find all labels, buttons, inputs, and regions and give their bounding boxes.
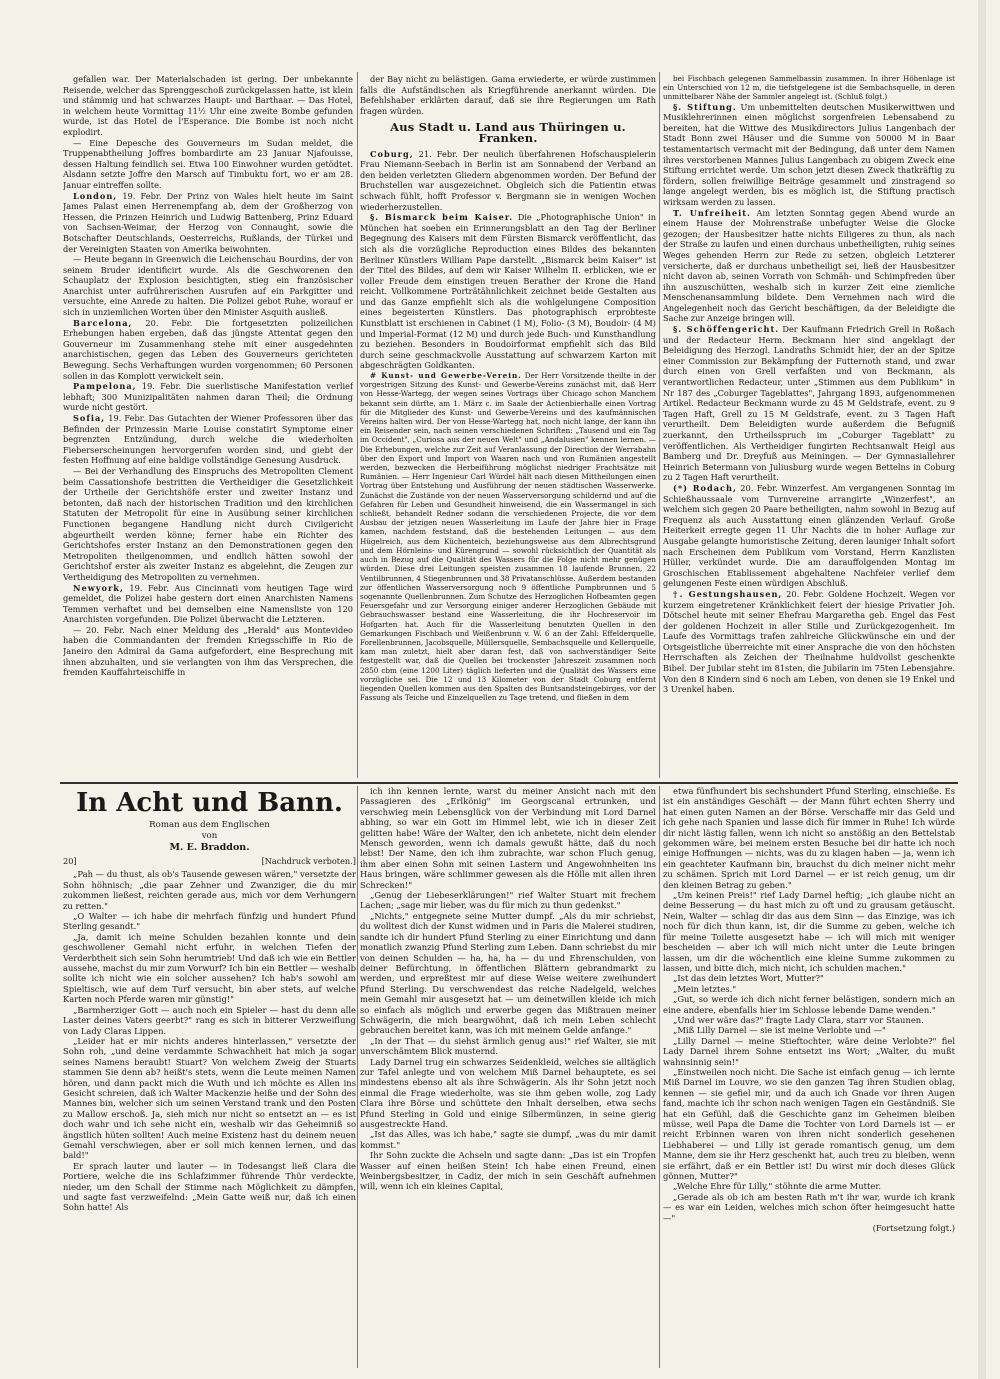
article-sofia	[63, 413, 353, 466]
serial-paragraph: Er sprach lauter und lauter — in Todesangst ließ Clara die Portiere, welche die ins Schlafzimmer führende Thür verdeckte, nieder, um den Schall der Stimme nach Möglichkeit zu dämpfen, und sagte fast verzweifelnd: „Mein Gatte weiß nur, daß ich einen Sohn hatte! Als	[63, 1160, 356, 1213]
serial-subtitle: Roman aus dem Englischen	[149, 820, 270, 830]
article-text: 19. Febr. Die suerlistische Manifestation verlief lebhaft; 300 Munizipalitäten nahmen daran Theil; die Ordnung wurde nicht gestört.	[63, 381, 353, 413]
article-text: 20. Febr. Goldene Hochzeit. Wegen vor kurzem eingetretener Kränklichkeit feiert der hiesige Privatier Joh. Dötschel heute mit seiner Ehefrau Margaretha geb. Engel das Fest der goldenen Hochzeit in aller Stille und Zurückgezogenheit. Im Laufe des Vormittags trafen zahlreiche Glückwünsche ein und der Ortsgeistliche überreichte mit einer Ansprache die von den höchsten Herrschaften als Zeichen der Theilnahme huldvollst geschenkte Bibel. Der Jubilar steht im 81sten, die Jubilarin im 75ten Lebensjahre. Von den 8 Kindern sind 6 noch am Leben, von denen sie 19 Enkel und 3 Urenkel haben.	[663, 588, 955, 695]
serial-by: von	[201, 831, 218, 841]
serial-column-1	[63, 788, 356, 1368]
dateline: (*) Rodach,	[673, 482, 737, 493]
dateline: Barcelona,	[73, 317, 133, 328]
serial-paragraph: „Und wer wäre das?" fragte Lady Clara, starr vor Staunen.	[673, 1014, 924, 1025]
article-text: 21. Febr. Der neulich überfahrenen Hofschauspielerin Frau Niemann-Seebach in Berlin ist am Sonnabend der Verband an den beiden verletzten Gliedern abgenommen worden. Der Befund der Bruchstellen war ausgezeichnet. Obgleich sich die Patientin etwas schwach fühlt, hofft Professor v. Bergmann sie in wenigen Wochen wiederherzustellen.	[360, 148, 656, 212]
serial-paragraph: „Leider hat er mir nichts anderes hinterlassen," versetzte der Sohn roh, „und deine verdammte Schwachheit hat mich ja sogar seines Namens beraubt! Stuart? Von welchem Zweig der Stuarts stammen Sie denn ab? heißt's stets, wenn die Leute meinen Namen hören, und dann packt mich die Wuth und ich möchte es Allen ins Gesicht schreien, daß ich Walter Mackenzie heiße und der Sohn des Mannes bin, welcher sich um seinen Verstand trank und den Posten zu Mallow erschoß. Ja, sieh mich nur nicht so entsetzt an — es ist doch wahr und ich sehe nicht ein, weshalb wir das Geheimniß so ängstlich hüten sollten! Auch meine Existenz hast du deinem neuen Gemahl verschwiegen, aber er soll mich kennen lernen, und das bald!"	[63, 1035, 356, 1161]
article-gestungshausen	[663, 589, 955, 695]
news-column-1	[63, 74, 353, 774]
serial-author: M. E. Braddon.	[169, 842, 250, 853]
article-text: Der Herr Vorsitzende theilte in der vorgestrigen Sitzung des Kunst- und Gewerbe-Vereins zunächst mit, daß Herr von Hesse-Wartegg, der wegen seines Vortrags über Chicago schon Manchem bekannt sein dürfte, am 1. März c. im Saale der Actienbierhalle einen Vortrag für die Mitglieder des Kunst- und Gewerbe-Vereins und des kaufmännischen Vereins halten wird. Der von Hesse-Wartegg hat, noch nicht lange, der kann ihn ein Reisender sein, nach seinen verschiedenen Schriften: „Tausend und ein Tag im Occident", „Curiosa aus der neuen Welt" und „Andalusien" kennen lernen. — Die Erhebungen, welche zur Zeit auf Veranlassung der Direction der Werrabahn über den Export und Import von Waaren nach und von Rumänien angestellt werden, bezwecken die Herbeiführung möglichst niedriger Frachtsätze mit Rumänien. — Herr Ingenieur Carl Würdel hält nach diesen Mittheilungen einen Vortrag über Entstehung und Ausführung der neuen städtischen Wasserwerke. Zunächst die Zustände von der neuen Wasserversorgung schildernd und auf die Gefahren für Leben und Gesundheit hinweisend, die ein Wassermangel in sich schließt, behandelt Redner sodann die verschiedenen Projecte, die vor dem Ausbau der jetzigen neuen Wasserleitung im Laufe der Jahre hier in Frage kamen, nachdem feststand, daß die bestehenden Leitungen — aus dem Hügelreich, aus dem Küchenteich, beziehungsweise aus dem Albrechtsgrund und dem Hörnleins- und Kürengrund — sowohl rücksichtlich der Quantität als auch in Bezug auf die Qualität des Wassers für die Folge nicht mehr genügen würden. Diese drei Leitungen speisten zusammen 18 laufende Brunnen, 22 Ventilbrunnen, 4 Stiegenbrunnen und 38 Privatanschlüsse. Außerdem bestanden zur öffentlichen Wasserversorgung noch 9 öffentliche Pumpbrunnen und 5 sogenannte Quellenbrunnen. Zum Schutze des Herzoglichen Hofbeamten gegen Feuersgefahr und zur Versorgung einiger anderer Herzoglichen Gebäude mit Gebrauchswasser bestand eine Wasserleitung, die ihr Hochreservoir im Hofgarten hat. Auch für die Wasserleitung benutzten Quellen in den Gemarkungen Fischbach und Weißenbrunn v. W. 6 an der Zahl: Effelderquelle, Forellenbrunnen, Jacobsquelle, Müllersquelle, Sembachsquelle und Kellerquelle, kam man zuletzt, hielt aber daran fest, daß von sachverständiger Seite festgestellt war, daß die Quellen bei trockenster Jahreszeit zusammen noch 2850 cbm (eine 1200 Liter) täglich lieferten und die Qualität des Wassers eine vorzügliche sei. Die 12 und 13 Kilometer von der Stadt Coburg entfernt liegenden Quellen kommen aus den Spalten des Buntsandsteingebirges, vor der Fassung als Teiche und Einzelquellen zu Tage tretend, und fließen in dem	[360, 371, 656, 703]
serial-paragraph: ich ihn kennen lernte, warst du meiner Ansicht nach mit den Passagieren des „Erlkönig" im Georgscanal ertrunken, und verschwieg mein Lebensglück von der Verbindung mit Lord Darnel abhing, so war ein Gott im Himmel lebt, wie ich in dieser Zeit gelitten habe! Wäre der Walter, den ich anbetete, nicht dein elender Mensch geworden, wenn ich damals gewußt hätte, daß du noch lebst! Der Name, den ich ihm zubrachte, war schon Fluch genug, ihm aber einen Sohn mit seinen Lastern und Angewohnheiten ins Haus bringen, wäre schlimmer gewesen als die Hölle mit allen ihren Schrecken!"	[360, 786, 656, 890]
article-barcelona	[63, 318, 353, 382]
serial-paragraph: „Lilly Darnel — meine Stieftochter, wäre deine Verlobte?" fiel Lady Darnel ihrem Sohne entsetzt ins Wort; „Walter, du mußt wahnsinnig sein!"	[663, 1035, 955, 1067]
article-kunst	[360, 371, 656, 702]
article-paragraph: — Bei der Verhandlung des Einspruchs des Metropoliten Clement beim Cassationshofe bestritten die Vertheidiger die Gesetzlichkeit der Urtheile der Gerichtshöfe erster und zweiter Instanz und betonten, daß nach der historischen Tradition und den kirchlichen Statuten der Metropolit für eine in Ausübung seiner kirchlichen Functionen begangene Handlung nicht durch Civilgericht abgeurtheilt werden könne; ferner habe ein Richter des Gerichtshofes erster Instanz an den Demonstrationen gegen den Metropoliten theilgenommen, und endlich hätten sowohl der Gerichtshof erster als zweiter Instanz es abgelehnt, die Zeugen zur Vertheidigung des Metropoliten zu vernehmen.	[63, 465, 353, 582]
serial-paragraph: „Welche Ehre für Lilly," stöhnte die arme Mutter.	[673, 1181, 882, 1192]
article-unfall	[663, 208, 955, 325]
serial-paragraph: „Ist das Alles, was ich habe," sagte sie dumpf, „was du mir damit kommst."	[360, 1129, 656, 1150]
section-heading: Aus Stadt u. Land aus Thüringen u. Franken.	[390, 120, 626, 145]
article-stiftung	[663, 102, 955, 208]
dateline: Sofia,	[73, 413, 106, 423]
continuation-note: (Fortsetzung folgt.)	[872, 1223, 955, 1234]
serial-paragraph: „Mein letztes."	[673, 983, 737, 994]
article-london	[63, 191, 353, 255]
serial-column-3	[663, 786, 955, 1368]
column-divider	[357, 72, 358, 778]
article-title: T. Unfreiheit.	[673, 207, 751, 218]
article-coburg	[360, 149, 656, 213]
article-text: 20. Febr. Winzerfest. Am vergangenen Sonntag im Schießhaussaale vom Turnvereine arrangirte „Winzerfest", an welchem sich gegen 20 Paare betheiligten, nahm sowohl in Bezug auf Frequenz als auch Ausstattung einen glänzenden Verlauf. Große Heiterkeit erregte gegen 11 Uhr Nachts die in hoher Auflage zur Ausgabe gelangte humoristische Zeitung, deren launiger Inhalt sofort nach Erscheinen dem Publikum vom Vorstand, Herrn Kanzlisten Hüller, verkündet wurde. Die am darauffolgenden Montag im Groschischen Etablissement abgehaltene Nachfeier verlief dem gelungenen Feste einen würdigen Abschluß.	[663, 482, 955, 589]
article-text: 19. Febr. Aus Cincinnati vom heutigen Tage wird gemeldet, die Polizei habe gestern dort einen Anarchisten Namens Temmen verhaftet und bei demselben eine Namensliste von 120 Anarchisten vorgefunden. Die Polizei überwacht die Letzteren.	[63, 582, 353, 625]
dateline: London,	[73, 190, 118, 201]
serial-paragraph: „O Walter — ich habe dir mehrfach fünfzig und hundert Pfund Sterling gesandt."	[63, 911, 356, 932]
serial-paragraph: Lady Darnel trug ein schwarzes Seidenkleid, welches sie alltäglich zur Tafel anlegte und von welchem Miß Darnel behauptete, es sei mindestens ebenso alt als ihre Schwägerin. Als ihr Sohn jetzt noch einmal die Frage wiederholte, was sie ihm geben wolle, zog Lady Clara ihre Börse und schüttete den Inhalt derselben, etwa sechs Pfund Sterling in Gold und einige Silbermünzen, in seine gierig ausgestreckte Hand.	[360, 1056, 656, 1129]
article-bismarck	[360, 212, 656, 371]
feuilleton-divider	[60, 782, 958, 784]
article-paragraph: bei Fischbach gelegenen Sammelbassin zusammen. In ihrer Höhenlage ist ein Unterschied von 12 m, die tiefstgelegene ist die Sembachsquelle, in deren unmittelbarer Nähe der Sammler angelegt ist. (Schluß folgt.)	[663, 74, 955, 102]
article-text: Am letzten Sonntag gegen Abend wurde an einem Hause der Mohrenstraße unbefugter Weise die Glocke gezogen; der Hausbesitzer hatte nichts Eiligeres zu thun, als nach der Straße zu laufen und einen durchaus unbetheiligten, ruhig seines Weges gehenden Herrn zur Rede zu setzen, obgleich Letzterer versicherte, daß er durchaus unbetheiligt sei, ließ der Hausbesitzer nicht davon ab, seinen Vorrath von Schmäh- und Schimpfreden über ihn auszuschütten, weshalb sich in kurzer Zeit eine ziemliche Menschenansammlung bildete. Dem Vernehmen nach wird die Angelegenheit noch das Gericht beschäftigen, da der Beleidigte die Sache zur Anzeige bringen will.	[663, 207, 955, 324]
serial-paragraph: „In der That — du siehst ärmlich genug aus!" rief Walter, sie mit unverschämtem Blick musternd.	[360, 1035, 656, 1057]
serial-paragraph: „Einstweilen noch nicht. Die Sache ist einfach genug — ich lernte Miß Darnel im Louvre, wo sie den ganzen Tag ihren Studien oblag, kennen — sie gefiel mir, und da auch ich Gnade vor ihren Augen fand, machte ich ihr schon nach wenigen Tagen ein Geständniß. Sie hat ein Gefühl, daß die Geschichte ganz im Geheimen bleiben müsse, weil Papa die Dame die Tochter von Lord Darnels ist — er reicht Erbinnen waren von ihren nicht sonderlich gesehenen Liebhaberei — und Lilly ist gerade romantisch genug, um dem Manne, dem sie ihr Herz geschenkt hat, auch treu zu bleiben, wenn sie erfährt, daß er ein Bettler ist! Du wirst mir doch dieses Glück gönnen, Mutter?"	[663, 1066, 955, 1182]
dateline: Newyork,	[73, 582, 124, 593]
news-column-2	[360, 74, 656, 774]
column-divider	[357, 786, 358, 1368]
dateline: †. Gestungshausen,	[673, 588, 783, 599]
serial-column-2	[360, 786, 656, 1368]
serial-paragraph: „Gerade als ob ich am besten Rath m't ihr war, wurde ich krank — es war ein Leiden, welches mich schon öfter heimgesucht hatte —"	[663, 1191, 955, 1223]
article-title: §. Schöffengericht.	[673, 324, 780, 335]
serial-paragraph: „Um keinen Preis!" rief Lady Darnel heftig; „ich glaube nicht an deine Besserung — du hast mich zu oft und zu grausam getäuscht. Nein, Walter — schlag dir das aus dem Sinn — das Einzige, was ich noch für dich thun kann, ist, dir die Summe zu geben, welche ich für meine Toilette ausgesetzt habe — ich will mich mit weniger bescheiden — aber ich will mich nicht unter die Leute bringen lassen, um dir die wöchentlich eine kleine Summe zukommen zu lassen, und bitte dich, mich nicht, ich schulden machen."	[663, 890, 955, 973]
article-text: 19. Febr. Das Gutachten der Wiener Professoren über das Befinden der Prinzessin Marie Louise constatirt Symptome einer begrenzten Entzündung, durch welche die wiederholten Fieberserscheinungen hervorgerufen worden sind, und giebt der festen Hoffnung auf eine baldige vollständige Genesung Ausdruck.	[63, 413, 353, 466]
news-column-3	[663, 74, 955, 779]
serial-number: 20]	[63, 856, 77, 866]
article-text: Die „Photographische Union" in München hat soeben ein Erinnerungsblatt an den Tag der Berliner Begegnung des Kaisers mit dem Fürsten Bismarck veröffentlicht, das sich als die vorzügliche Reproduction eines Bildes des bekannten Berliner Künstlers William Pape darstellt. „Bismarck beim Kaiser" ist der Titel des Bildes, auf dem wir Kaiser Wilhelm II. erblicken, wie er voller Freude dem einstigen treuen Berather der Krone die Hand reicht. Vollkommene Porträtähnlichkeit zeichnet beide Gestalten aus und das Ganze empfiehlt sich als die wohlgelungene Composition eines begeisterten Künstlers. Das photographisch erprobteste Kunstblatt ist erschienen in Cabinet (1 M), Folio- (3 M), Boudoir- (4 M) und Imperial-Format (12 M) und durch jede Buch- und Kunsthandlung zu beziehen. Besonders in Boudoirformat empfiehlt sich das Bild durch seine geschmackvolle Ausstattung auf schwarzem Karton mit abgeschrägten Goldkanten.	[360, 212, 656, 371]
article-rodach	[663, 483, 955, 589]
article-text: 19. Febr. Der Prinz von Wales hielt heute im Saint James Palast einen Herrenempfang ab, dem der Großherzog von Hessen, die Prinzen Heinrich und Ludwig Battenberg, Prinz Eduard von Sachsen-Weimar, der Herzog von Connaught, sowie die Botschafter Deutschlands, Oesterreichs, Rußlands, der Türkei und der Vereinigten Staaten von Amerika beiwohnten.	[63, 190, 353, 254]
article-paragraph: gefallen war. Der Materialschaden ist gering. Der unbekannte Reisende, welcher das Sprenggeschoß zurückgelassen hatte, ist klein und stämmig und hat schwarzes Haupt- und Barthaar. — Das Hotel, in welchem heute Vormittag 11½ Uhr eine zweite Bombe gefunden wurde, ist das Hotel de l'Esperance. Die Bombe ist noch nicht explodirt.	[63, 74, 353, 137]
article-title: §. Bismarck beim Kaiser.	[370, 212, 514, 223]
serial-paragraph: Ihr Sohn zuckte die Achseln und sagte dann: „Das ist ein Tropfen Wasser auf einen heißen Stein! Ich habe einen Freund, einen Weinbergsbesitzer, in Cadiz, der mich in sein Geschäft aufnehmen will, wenn ich ein kleines Capital,	[360, 1150, 656, 1192]
dateline: Pampelona,	[73, 381, 137, 392]
article-title: # Kunst- und Gewerbe-Verein.	[370, 371, 522, 381]
article-text: 20. Febr. Die fortgesetzten polizeilichen Erhebungen haben ergeben, daß das jüngste Attentat gegen den Gouverneur im Zusammenhang stehe mit einer ausgedehnten anarchistischen, gegen das Leben des Gouverneurs gerichteten Bewegung. Sechs Verhaftungen wurden vorgenommen; 60 Personen sollen in das Komplott verwickelt sein.	[63, 317, 353, 381]
dateline: Coburg,	[370, 148, 414, 159]
serial-title: In Acht und Bann.	[76, 788, 343, 818]
serial-meta	[63, 856, 356, 866]
serial-paragraph: „Nichts," entgegnete seine Mutter dumpf. „Als du mir schriebst, du wolltest dich der Kunst widmen und in Paris die Malerei studiren, sandte ich dir hundert Pfund Sterling zu einer Einrichtung und dann monatlich zwanzig Pfund Sterling zum Leben. Dann schriebst du mir von deinen Schulden — ha, ha, ha — du und Ehrenschulden, von deiner Befürchtung, in öffentlichen Blättern gebrandmarkt zu werden, und erpreßtest mir auf diese Weise weitere zweihundert Pfund Sterling. Du verschwendest das reiche Nadelgeld, welches mein Gemahl mir ausgesetzt hat — um deinetwillen kleide ich mich so einfach als möglich und erwerbe gegen das Mißtrauen meiner Schwägerin, die mich beargwöhnt, daß ich mein Leben schlecht gebrauchen bereitet kann, was ich mit meinem Gelde anfange."	[360, 910, 656, 1036]
article-paragraph: — 20. Febr. Nach einer Meldung des „Herald" aus Montevideo haben die Commandanten der fremden Kriegsschiffe in Rio de Janeiro den Admiral da Gama aufgefordert, eine Besprechung mit ihnen abzuhalten, und sie verlangten von ihm das Versprechen, die fremden Kauffahrteischiffe in	[63, 624, 353, 678]
serial-paragraph: „Gut, so werde ich dich nicht ferner belästigen, sondern mich an eine andere, ebenfalls hier im Schlosse lebende Dame wenden."	[663, 994, 955, 1015]
article-title: §. Stiftung.	[673, 101, 737, 112]
serial-paragraph: „Barmherziger Gott — auch noch ein Spieler — hast du denn alle Laster deines Vaters geerbt?" rang es sich in bitterer Verzweiflung von Lady Claras Lippen.	[63, 1004, 356, 1036]
article-pamplona	[63, 381, 353, 413]
article-paragraph: — Heute begann in Greenwich die Leichenschau Bourdins, der von seinem Bruder identificirt wurde. Als die Geschworenen den Schauplatz der Explosion besichtigten, stieg ein französischer Anarchist unter aufrührerischen Ausrufen auf ein Parkgitter und versuchte, eine Anrede zu halten. Die Polizei gebot Ruhe, worauf er sich in unziemlichen Worten über den Minister Asquith ausließ.	[63, 254, 353, 318]
column-divider	[659, 72, 660, 778]
serial-paragraph: „Ja, damit ich meine Schulden bezahlen konnte und dein geschwollener Gemahl nicht erfuhr, in welchen Tiefen der Verderbtheit sich sein Sohn herumtrieb! Und daß ich wie ein Bettler aussehe, machst du mir zum Vorwurf? Ich bin ein Bettler — weshalb sollte ich nicht wie ein solcher aussehen? Ich hab's sowohl am Spieltisch, wie auf dem Turf versucht, bin aber stets, auf welche Karten noch Pferde waren mir günstig!"	[63, 931, 356, 1005]
column-divider	[659, 786, 660, 1368]
serial-paragraph: „Ist das dein letztes Wort, Mutter?"	[673, 973, 824, 984]
article-newyork	[63, 583, 353, 625]
article-text: Um unbemittelten deutschen Musikerwittwen und Musiklehrerinnen einen möglichst sorgenfreien Lebensabend zu bereiten, hat die Wittwe des Musikdirectors Julius Langenbach der Stadt Bonn zwei Häuser und die Summe von 50000 M in Baar testamentarisch vermacht mit der Bedingung, daß unter dem Namen ihres verstorbenen Mannes Julius Langenbach zu obigem Zweck eine Stiftung errichtet werde. Um schon jetzt diesen Zweck thatkräftig zu fördern, sollen freiwillige Beiträge gesammelt und zinstragend so lange angelegt werden, bis es möglich ist, die Stiftung practisch wirksam werden zu lassen.	[663, 101, 955, 207]
article-paragraph: der Bay nicht zu belästigen. Gama erwiederte, er würde zustimmen falls die Aufständischen als Kriegführende anerkannt würden. Die Befehlshaber erklärten darauf, daß sie ihre Regierungen um Rath fragen würden.	[360, 74, 656, 116]
serial-paragraph: „Pah — du thust, als ob's Tausende gewesen wären," versetzte der Sohn höhnisch; „die paar Zehner und Zwanziger, die du mir zukommen ließest, reichten gerade aus, mich vor dem Verhungern zu retten."	[63, 869, 356, 911]
page-edge	[978, 0, 986, 1379]
serial-paragraph: „Miß Lilly Darnel — sie ist meine Verlobte und —"	[673, 1025, 886, 1036]
serial-paragraph: etwa fünfhundert bis sechshundert Pfund Sterling, einschieße. Es ist ein anständiges Geschäft — der Mann führt echten Sherry und hat einen guten Namen an der Börse. Verschaffe mir das Geld und ich gehe nach Spanien und lasse dich für immer in Ruhe! Ich würde dir nicht lästig fallen, wenn ich nicht so anstößig an den Bettelstab gekommen wäre, bei meinem ersten Besuche bei dir hatte ich noch einige Hoffnungen — nichts, was du zu klagen haben — ja, wenn ich ein geachteter Kaufmann bin, brauchst du dich meiner nicht mehr zu schämen. Sprich mit Lord Darnel — er ist reich genug, um dir den kleinen Betrag zu geben."	[663, 786, 955, 890]
article-schoeffengericht	[663, 324, 955, 483]
reprint-notice: [Nachdruck verboten.]	[261, 856, 356, 866]
article-paragraph: — Eine Depesche des Gouverneurs im Sudan meldet, die Truppenabtheilung Joffres bombardirte am 23 Januar Njafouisse, dessen Haltung feindlich sei. Etwa 100 Einwohner wurden getödtet. Alsdann setzte Joffre den Marsch auf Timbuktu fort, wo er am 28. Januar eintreffen sollte.	[63, 137, 353, 190]
serial-paragraph: „Genug der Liebeserklärungen!" rief Walter Stuart mit frechem Lachen; „sage mir lieber, was du für mich zu thun gedenkst."	[360, 890, 656, 911]
article-text: Der Kaufmann Friedrich Grell in Roßach und der Redacteur Herm. Beckmann hier sind angeklagt der Beleidigung des Herzogl. Landraths Schmidt hier, der an der Spitze einer Commission zur Bekämpfung der Futternoth stand, und zwar durch einen von Grell verfaßten und von Beckmann, als verantwortlichen Redacteur, unter „Stimmen aus dem Publikum" in Nr 187 des „Coburger Tageblattes", Jahrgang 1893, aufgenommenen Artikel. Redacteur Beckmann wurde zu 45 M Geldstrafe, event. zu 9 Tagen Haft, Grell zu 15 M Geldstrafe, event. zu 3 Tagen Haft verurtheilt. Dem Beleidigten wurde außerdem die Befugniß zuerkannt, den Urtheilsspruch im „Coburger Tageblatt" zu veröffentlichen. Als Vertheidiger fungirten Rechtsanwalt Heigl aus Bamberg und Dr. Dreyfuß aus Meiningen. — Der Gymnasiallehrer Heinrich Betermann von Juliusburg wurde wegen Bettelns in Coburg zu 2 Tagen Haft verurtheilt.	[663, 324, 955, 483]
